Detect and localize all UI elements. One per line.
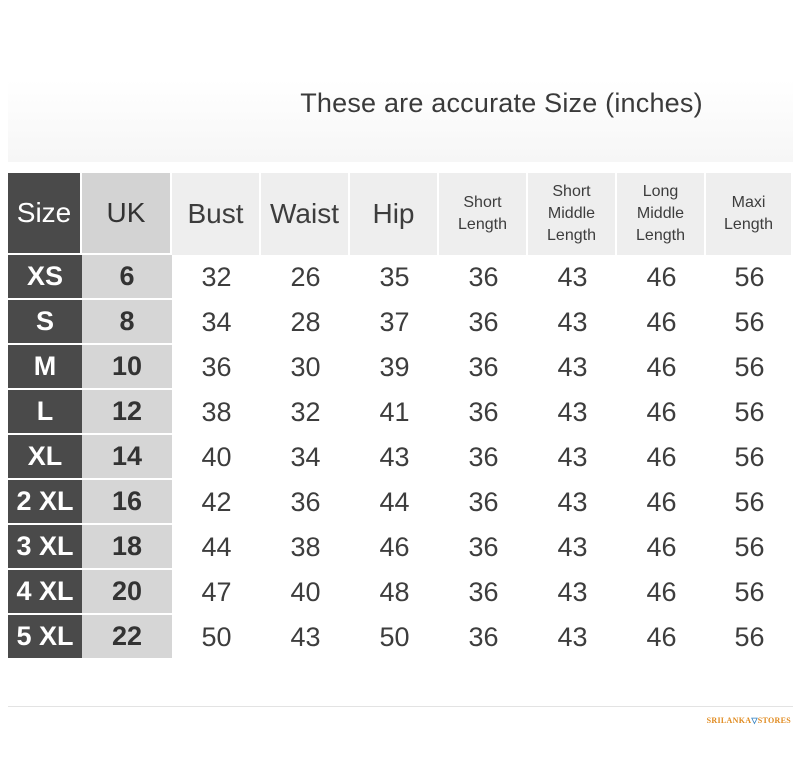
- cell-hip: 35: [379, 262, 410, 292]
- table-body: [8, 255, 793, 660]
- table-row: [8, 480, 793, 525]
- brand-watermark: [707, 716, 791, 725]
- header-short-middle-length: [528, 173, 617, 255]
- cell-lml: 46: [646, 442, 677, 472]
- cell-bust: 47: [201, 577, 232, 607]
- cell-sml: 43: [557, 397, 588, 427]
- cell-sml: 43: [557, 577, 588, 607]
- table-row: [8, 300, 793, 345]
- cell-size: 4 XL: [8, 570, 82, 615]
- cell-waist: 36: [290, 487, 321, 517]
- cell-size: 2 XL: [8, 480, 82, 525]
- cell-short: 36: [468, 307, 499, 337]
- cell-lml: 46: [646, 487, 677, 517]
- cell-lml: 46: [646, 262, 677, 292]
- cell-waist: 40: [290, 577, 321, 607]
- cell-maxi: 56: [734, 352, 765, 382]
- cell-sml: 43: [557, 532, 588, 562]
- header-maxi-length: [706, 173, 793, 255]
- cell-sml: 43: [557, 307, 588, 337]
- cell-hip: 41: [379, 397, 410, 427]
- cell-maxi: 56: [734, 532, 765, 562]
- cell-sml: 43: [557, 622, 588, 652]
- cell-waist: 26: [290, 262, 321, 292]
- table-header-row: [8, 173, 793, 255]
- table-row: [8, 435, 793, 480]
- cell-hip: 39: [379, 352, 410, 382]
- cell-hip: 50: [379, 622, 410, 652]
- footer-divider: [8, 706, 793, 707]
- cell-lml: 46: [646, 307, 677, 337]
- cell-maxi: 56: [734, 622, 765, 652]
- cell-hip: 43: [379, 442, 410, 472]
- cell-size: XL: [8, 435, 82, 480]
- header-line: Length: [458, 216, 507, 233]
- cell-bust: 36: [201, 352, 232, 382]
- cell-short: 36: [468, 622, 499, 652]
- brand-right: STORES: [757, 716, 791, 725]
- header-line: Maxi: [731, 194, 766, 211]
- cell-waist: 28: [290, 307, 321, 337]
- cell-uk: 22: [82, 615, 172, 660]
- cell-uk: 16: [82, 480, 172, 525]
- cell-sml: 43: [557, 352, 588, 382]
- cell-uk: 12: [82, 390, 172, 435]
- cell-size: M: [8, 345, 82, 390]
- cell-short: 36: [468, 352, 499, 382]
- cell-hip: 44: [379, 487, 410, 517]
- cell-short: 36: [468, 532, 499, 562]
- header-line: Short: [463, 194, 502, 211]
- cell-size: L: [8, 390, 82, 435]
- cell-uk: 6: [82, 255, 172, 300]
- table-row: [8, 570, 793, 615]
- cell-short: 36: [468, 397, 499, 427]
- cell-short: 36: [468, 262, 499, 292]
- header-line: Middle: [636, 205, 685, 222]
- cell-maxi: 56: [734, 307, 765, 337]
- cell-sml: 43: [557, 262, 588, 292]
- cell-size: XS: [8, 255, 82, 300]
- cell-waist: 34: [290, 442, 321, 472]
- cell-maxi: 56: [734, 442, 765, 472]
- header-bust: Bust: [172, 173, 261, 255]
- header-waist: Waist: [261, 173, 350, 255]
- cell-maxi: 56: [734, 262, 765, 292]
- cell-bust: 42: [201, 487, 232, 517]
- cell-short: 36: [468, 442, 499, 472]
- cell-uk: 20: [82, 570, 172, 615]
- cell-sml: 43: [557, 442, 588, 472]
- table-row: [8, 390, 793, 435]
- header-short-length: [439, 173, 528, 255]
- header-long-middle-length: [617, 173, 706, 255]
- cell-lml: 46: [646, 352, 677, 382]
- cell-waist: 30: [290, 352, 321, 382]
- header-line: Long: [642, 183, 679, 200]
- cell-short: 36: [468, 577, 499, 607]
- cell-bust: 34: [201, 307, 232, 337]
- cell-bust: 38: [201, 397, 232, 427]
- cell-uk: 18: [82, 525, 172, 570]
- table-row: [8, 615, 793, 660]
- header-line: Middle: [547, 205, 596, 222]
- cell-size: S: [8, 300, 82, 345]
- header-uk: UK: [82, 173, 172, 255]
- cell-bust: 32: [201, 262, 232, 292]
- header-line: Short: [552, 183, 591, 200]
- brand-logo-icon: ▽: [751, 716, 758, 725]
- cell-uk: 8: [82, 300, 172, 345]
- cell-lml: 46: [646, 397, 677, 427]
- cell-lml: 46: [646, 622, 677, 652]
- cell-hip: 48: [379, 577, 410, 607]
- cell-lml: 46: [646, 532, 677, 562]
- table-row: [8, 255, 793, 300]
- header-line: Length: [547, 227, 596, 244]
- cell-maxi: 56: [734, 487, 765, 517]
- cell-size: 3 XL: [8, 525, 82, 570]
- cell-maxi: 56: [734, 397, 765, 427]
- cell-bust: 44: [201, 532, 232, 562]
- cell-waist: 43: [290, 622, 321, 652]
- cell-short: 36: [468, 487, 499, 517]
- header-size: Size: [8, 173, 82, 255]
- cell-uk: 10: [82, 345, 172, 390]
- cell-bust: 50: [201, 622, 232, 652]
- cell-waist: 32: [290, 397, 321, 427]
- header-line: Length: [724, 216, 773, 233]
- page-title: These are accurate Size (inches): [300, 88, 703, 118]
- cell-waist: 38: [290, 532, 321, 562]
- cell-maxi: 56: [734, 577, 765, 607]
- table-row: [8, 525, 793, 570]
- size-chart-table: [8, 173, 793, 660]
- table-row: [8, 345, 793, 390]
- cell-lml: 46: [646, 577, 677, 607]
- cell-uk: 14: [82, 435, 172, 480]
- cell-bust: 40: [201, 442, 232, 472]
- cell-sml: 43: [557, 487, 588, 517]
- cell-size: 5 XL: [8, 615, 82, 660]
- header-hip: Hip: [350, 173, 439, 255]
- cell-hip: 37: [379, 307, 410, 337]
- brand-left: SRILANKA: [706, 716, 752, 725]
- header-line: Length: [636, 227, 685, 244]
- cell-hip: 46: [379, 532, 410, 562]
